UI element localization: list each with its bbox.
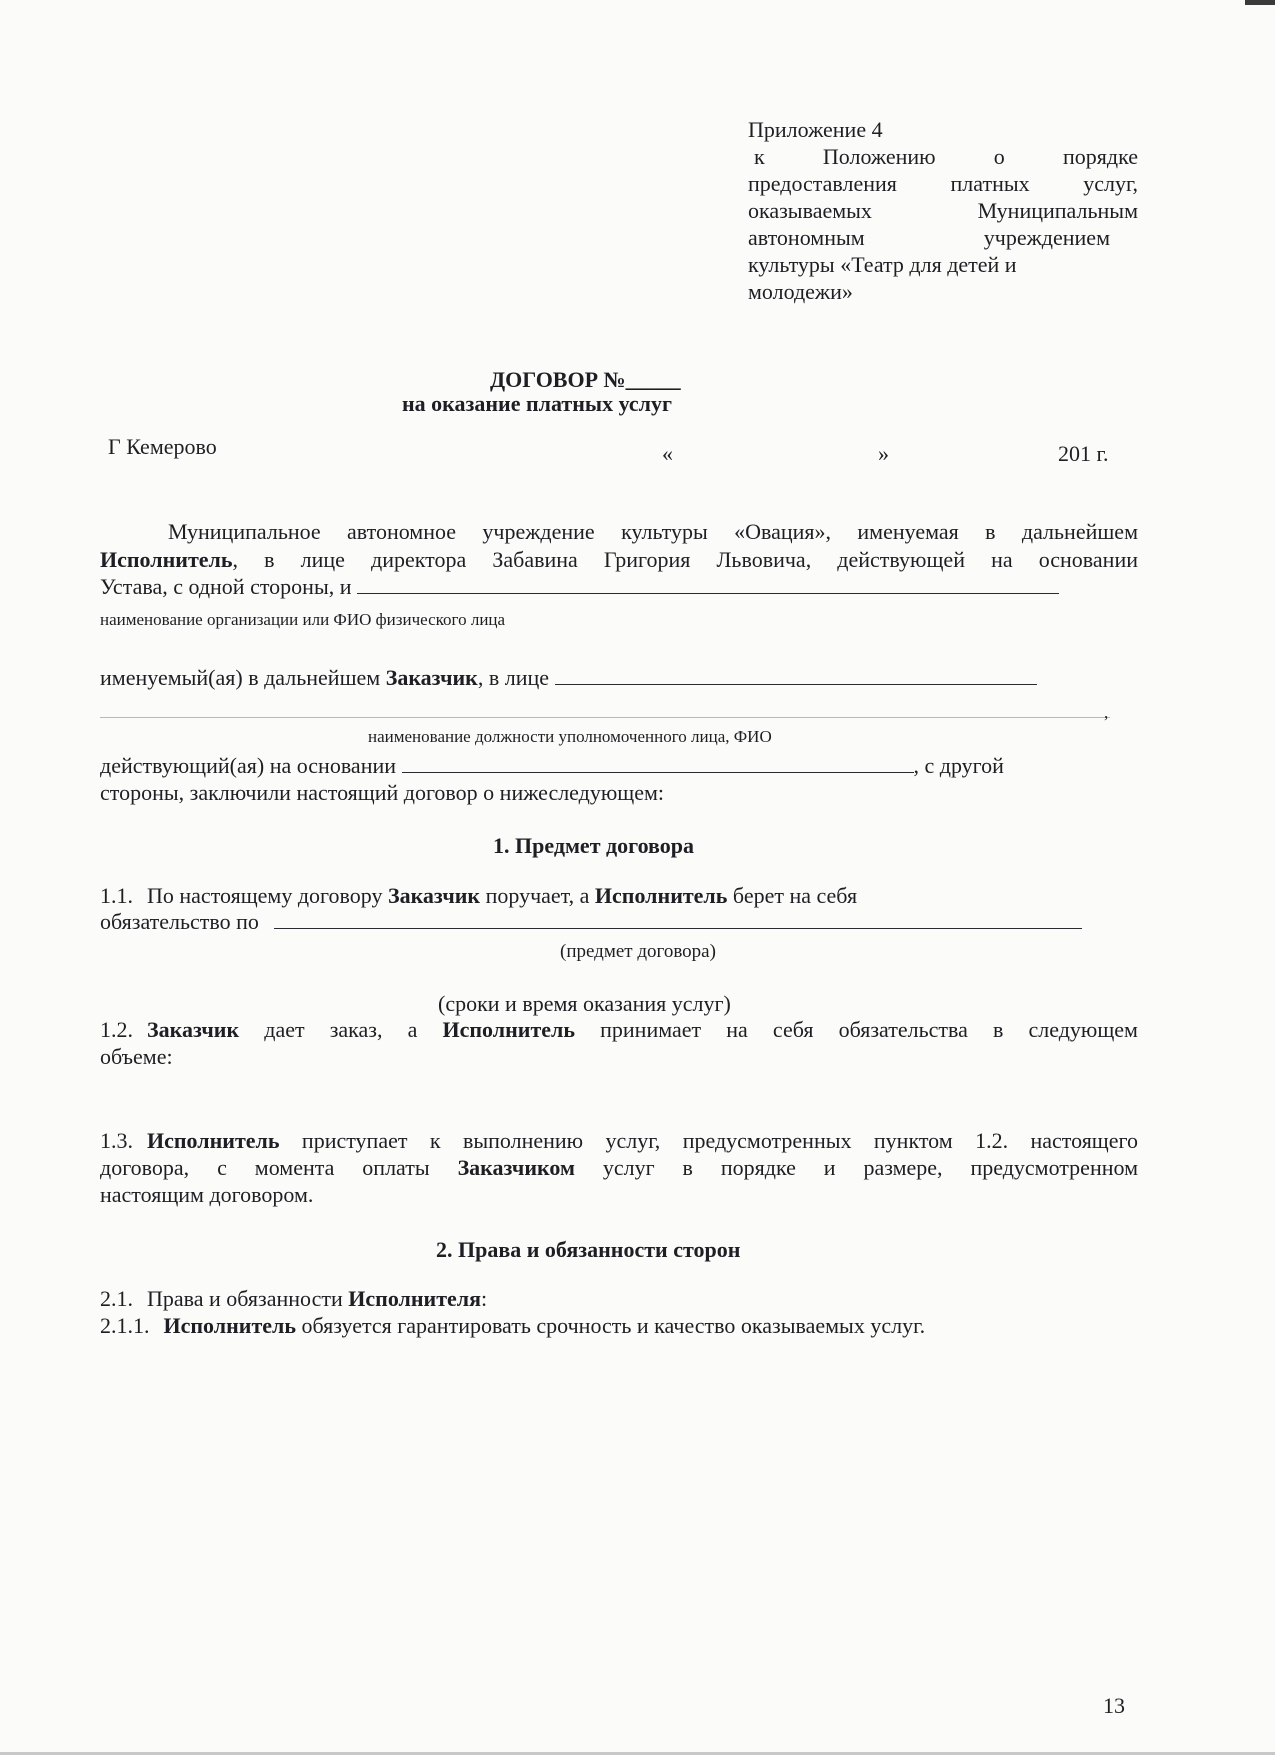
preamble-line-4 <box>100 664 1110 691</box>
date-year: 201 г. <box>1058 441 1109 466</box>
preamble-text: Муниципальное автономное учреждение культуры «Овация», именуемая в дальнейшем <box>168 519 1138 544</box>
clause-number: 1.1. <box>100 883 133 908</box>
page-number: 13 <box>1103 1693 1125 1718</box>
executor-term: Исполнитель <box>163 1313 297 1338</box>
executor-term: Исполнителя <box>348 1286 482 1311</box>
clause-1-3-line-3: настоящим договором. <box>100 1182 314 1207</box>
preamble-text: , в лице директора Забавина Григория Львовича, действующей на основании <box>232 547 1138 572</box>
appendix-line: культуры «Театр для детей и <box>748 252 1017 277</box>
preamble-text: , с другой <box>913 753 1004 778</box>
executor-term: Исполнитель <box>100 547 233 572</box>
clause-text: берет на себя <box>727 883 858 908</box>
preamble-line-1 <box>168 518 1138 545</box>
executor-term: Исполнитель <box>147 1128 280 1153</box>
clause-text: поручает, а <box>480 883 595 908</box>
clause-text: обязуется гарантировать срочность и качество оказываемых услуг. <box>296 1313 926 1338</box>
appendix-line: молодежи» <box>748 279 853 304</box>
preamble-line-6: стороны, заключили настоящий договор о нижеследующем: <box>100 780 665 805</box>
clause-number: 1.3. <box>100 1128 133 1153</box>
clause-number: 1.2. <box>100 1017 133 1042</box>
preamble-line-5 <box>100 752 1110 779</box>
section-2-heading: 2. Права и обязанности сторон <box>436 1237 741 1262</box>
scan-edge-mark <box>1245 0 1275 5</box>
clause-text: По настоящему договору <box>147 883 388 908</box>
clause-number: 2.1. <box>100 1286 133 1311</box>
caption-organization: наименование организации или ФИО физического лица <box>100 610 506 629</box>
appendix-block <box>748 116 1138 305</box>
executor-term: Исполнитель <box>594 883 728 908</box>
customer-term: Заказчик <box>385 665 478 690</box>
executor-term: Исполнитель <box>442 1017 575 1042</box>
basis-field <box>402 752 914 773</box>
customer-term: Заказчик <box>387 883 481 908</box>
caption-terms: (сроки и время оказания услуг) <box>438 991 731 1016</box>
caption-position: наименование должности уполномоченного лица, ФИО <box>368 727 772 746</box>
appendix-line: оказываемых Муниципальным <box>748 198 1138 223</box>
clause-text: обязательство по <box>100 909 259 934</box>
preamble-line-2 <box>100 546 1138 573</box>
clause-2-1-1 <box>100 1312 925 1339</box>
caption-subject: (предмет договора) <box>560 941 716 962</box>
contract-title: ДОГОВОР №_____ <box>490 367 681 392</box>
appendix-title: Приложение 4 <box>748 117 883 142</box>
clause-text: приступает к выполнению услуг, предусмотренных пунктом 1.2. настоящего <box>279 1128 1138 1153</box>
clause-2-1 <box>100 1285 487 1312</box>
clause-1-2-line-2: объеме: <box>100 1044 173 1069</box>
appendix-line: автономным учреждением <box>748 225 1110 250</box>
date-quote-open: « <box>662 441 673 466</box>
clause-1-3 <box>100 1127 1138 1154</box>
representative-line-2 <box>100 717 1110 718</box>
appendix-line: предоставления платных услуг, <box>748 171 1138 196</box>
preamble-line-3 <box>100 573 1110 600</box>
appendix-line: к Положению о порядке <box>754 144 1138 169</box>
clause-1-1 <box>100 882 1110 909</box>
line-comma: , <box>1104 703 1109 722</box>
date-quote-close: » <box>878 441 889 466</box>
preamble-text: Устава, с одной стороны, и <box>100 574 352 599</box>
preamble-text: действующий(ая) на основании <box>100 753 397 778</box>
clause-text: : <box>481 1286 488 1311</box>
customer-name-field <box>357 573 1059 594</box>
customer-term: Заказчик <box>147 1017 240 1042</box>
clause-text: дает заказ, а <box>239 1017 443 1042</box>
city: Г Кемерово <box>108 434 217 459</box>
clause-text: Права и обязанности <box>147 1286 349 1311</box>
clause-text: услуг в порядке и размере, предусмотренном <box>574 1155 1138 1180</box>
clause-1-3-line-2 <box>100 1154 1138 1181</box>
preamble-text: именуемый(ая) в дальнейшем <box>100 665 386 690</box>
customer-term: Заказчиком <box>457 1155 575 1180</box>
subject-field <box>274 908 1082 929</box>
contract-subtitle: на оказание платных услуг <box>402 391 673 416</box>
section-1-heading: 1. Предмет договора <box>493 833 694 858</box>
clause-1-2 <box>100 1016 1138 1043</box>
clause-1-1-line-2 <box>100 908 1110 935</box>
representative-field <box>555 664 1037 685</box>
preamble-text: , в лице <box>477 665 550 690</box>
clause-number: 2.1.1. <box>100 1313 150 1338</box>
clause-text: принимает на себя обязательства в следующем <box>575 1017 1138 1042</box>
clause-text: договора, с момента оплаты <box>100 1155 458 1180</box>
